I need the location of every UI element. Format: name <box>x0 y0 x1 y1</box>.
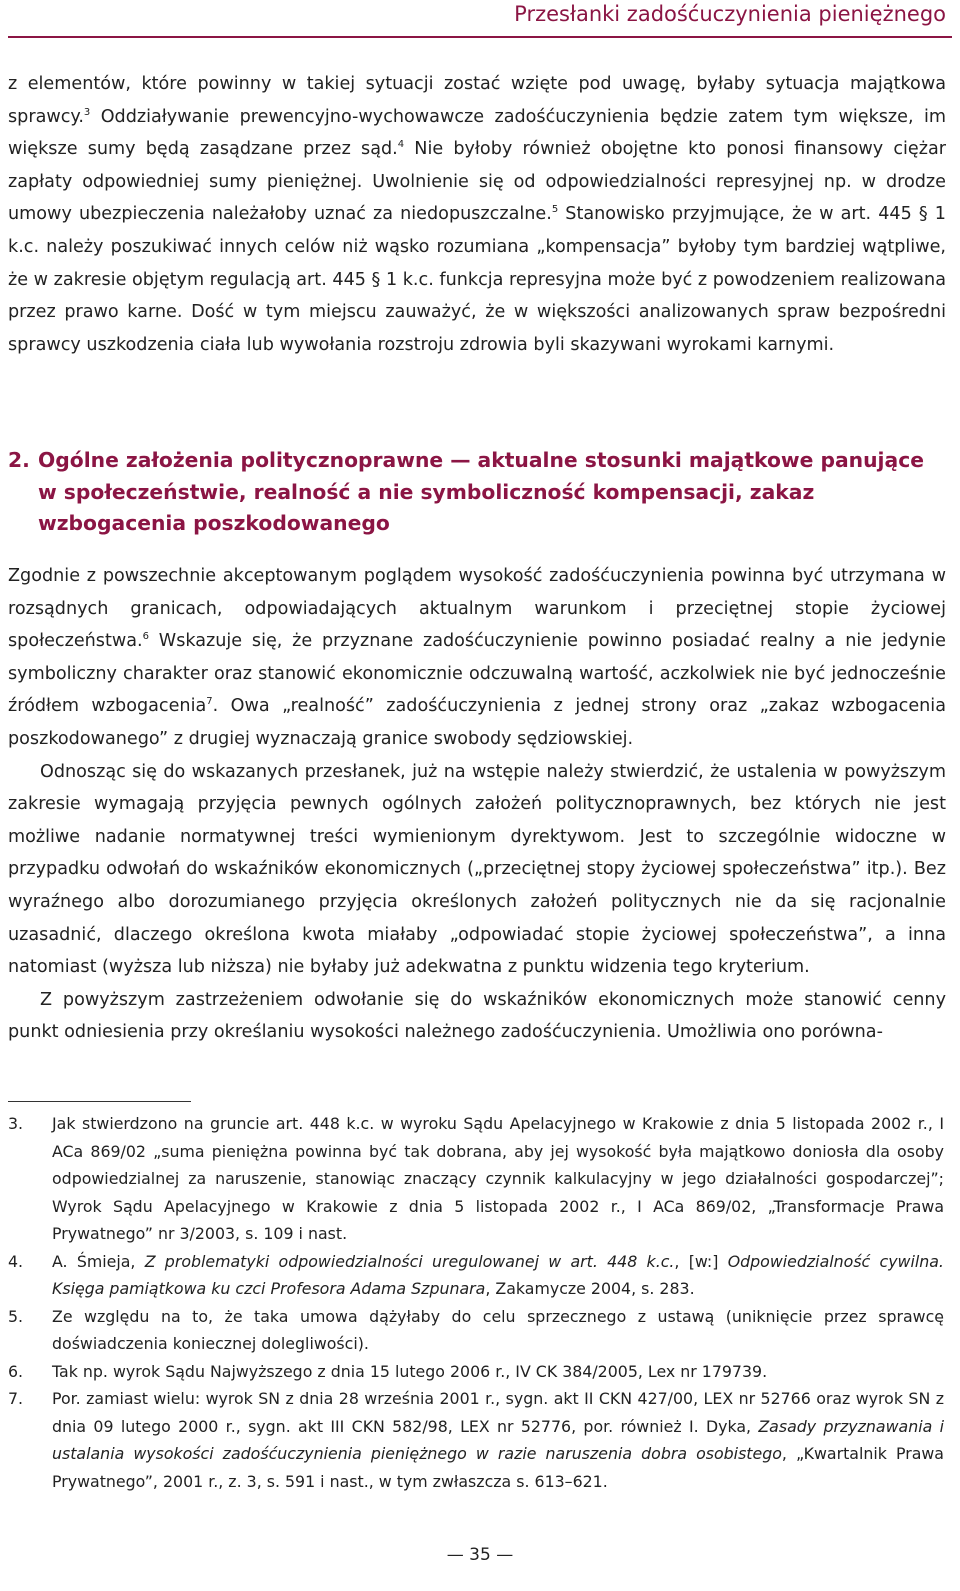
footnote-ref-4[interactable]: 4 <box>397 139 405 151</box>
footnote-6 <box>8 1358 944 1386</box>
footnote-plain: , [w:] <box>674 1251 728 1271</box>
paragraph-text: Zgodnie z powszechnie akceptowanym poglądem wysokość zadośćuczynienia powinna być utrzymana w rozsądnych granicach, odpowiadających aktualnym warunkom i przeciętnej stopie życiowej społeczeństwa. <box>8 566 946 652</box>
footnote-ref-3[interactable]: 3 <box>83 106 91 118</box>
footnote-italic-title: Zasady przyznawania i ustalania wysokości zadośćuczynienia pieniężnego w razie naruszenia dobra osobistego <box>52 1416 944 1463</box>
footnote-author: A. Śmieja, <box>52 1251 145 1271</box>
header-rule <box>8 36 952 38</box>
footnote-number: 7. <box>8 1389 24 1408</box>
footnote-plain: , Zakamycze 2004, s. 283. <box>485 1279 695 1298</box>
body-paragraph-3: Odnosząc się do wskazanych przesłanek, już na wstępie należy stwierdzić, że ustalenia w powyższym zakresie wymagają przyjęcia pewnych ogólnych założeń politycznoprawnych, bez których nie jest możliwe nadanie normatywnej treści wymienionym dyrektywom. Jest to szczególnie widoczne w przypadku odwołań do wskaźników ekonomicznych („przeciętnej stopy życiowej społeczeństwa” itp.). Bez wyraźnego albo dorozumianego przyjęcia określonych założeń politycznych nie da się racjonalnie uzasadnić, dlaczego określona kwota miałaby „odpowiadać stopie życiowej społeczeństwa”, a inna natomiast (wyższa lub niższa) nie byłaby już adekwatna z punktu widzenia tego kryterium. <box>8 761 946 978</box>
footnote-text: Jak stwierdzono na gruncie art. 448 k.c. w wyroku Sądu Apelacyjnego w Krakowie z dnia 5 listopada 2002 r., I ACa 869/02 „suma pieniężna powinna być tak dobrana, aby jej wysokość była majątkowo doniosła dla osoby odpowiedzialnej za naruszenie, stanowiąc znaczący czynnik kalkulacyjny w jego działalności gospodarczej”; Wyrok Sądu Apelacyjnego w Krakowie z dnia 5 listopada 2002 r., I ACa 869/02, „Transformacje Prawa Prywatnego” nr 3/2003, s. 109 i nast. <box>52 1114 944 1243</box>
paragraph-text: . Owa „realność” zadośćuczynienia z jednej strony oraz „zakaz wzbogacenia poszkodowanego” z drugiej wyznaczają granice swobody sędziowskiej. <box>8 696 946 749</box>
footnote-7 <box>8 1385 944 1495</box>
footnote-5 <box>8 1303 944 1358</box>
footnote-ref-5[interactable]: 5 <box>551 204 559 216</box>
page-number: — 35 — <box>446 1545 514 1565</box>
footnote-number: 5. <box>8 1306 24 1326</box>
paragraph-text: Wskazuje się, że przyznane zadośćuczynienie powinno posiadać realny a nie jedynie symboliczny charakter oraz stanowić ekonomicznie odczuwalną wartość, aczkolwiek nie być jednocześnie źródłem wzbogacenia <box>8 631 946 717</box>
running-header-title: Przesłanki zadośćuczynienia pieniężnego <box>514 2 946 26</box>
footnote-4 <box>8 1248 944 1303</box>
body-paragraph-1 <box>8 68 946 361</box>
footnote-number: 4. <box>8 1251 24 1271</box>
paragraph-text: z elementów, które powinny w takiej sytuacji zostać wzięte pod uwagę, byłaby sytuacja majątkowa sprawcy. <box>8 74 946 127</box>
paragraph-text: Stanowisko przyjmujące, że w art. 445 § 1 k.c. należy poszukiwać innych celów niż wąsko rozumiana „kompensacja” byłoby tym bardziej wątpliwe, że w zakresie objętym regulacją art. 445 § 1 k.c. funkcja represyjna może być z powodzeniem realizowana przez prawo karne. Dość w tym miejscu zauważyć, że w większości analizowanych spraw bezpośredni sprawcy uszkodzenia ciała lub wywołania rozstroju zdrowia byli skazywani wyrokami karnymi. <box>8 204 946 355</box>
section-number: 2. <box>8 448 30 472</box>
footnote-plain: , „Kwartalnik Prawa Prywatnego”, 2001 r., z. 3, s. 591 i nast., w tym zwłaszcza s. 613–621. <box>52 1444 944 1491</box>
footnote-plain: Por. zamiast wielu: wyrok SN z dnia 28 września 2001 r., sygn. akt II CKN 427/00, LEX nr 52766 oraz wyrok SN z dnia 09 lutego 2000 r., sygn. akt III CKN 582/98, LEX nr 52776, por. również I. Dyka, <box>52 1389 944 1436</box>
footnote-italic-title: Z problematyki odpowiedzialności uregulowanej w art. 448 k.c. <box>144 1251 675 1271</box>
footnote-text <box>52 1385 944 1495</box>
footnote-text: Tak np. wyrok Sądu Najwyższego z dnia 15 lutego 2006 r., IV CK 384/2005, Lex nr 179739. <box>52 1361 768 1381</box>
body-paragraph-4: Z powyższym zastrzeżeniem odwołanie się do wskaźników ekonomicznych może stanowić cenny punkt odniesienia przy określaniu wysokości należnego zadośćuczynienia. Umożliwia ono porówna- <box>8 989 946 1043</box>
footnote-text: Ze względu na to, że taka umowa dążyłaby do celu sprzecznego z ustawą (uniknięcie przez sprawcę doświadczenia koniecznej dolegliwości). <box>52 1306 944 1353</box>
section-title: Ogólne założenia politycznoprawne — aktualne stosunki majątkowe panujące w społeczeństwie, realność a nie symboliczność kompensacji, zakaz wzbogacenia poszkodowanego <box>38 448 924 536</box>
footnote-number: 3. <box>8 1114 24 1133</box>
footnote-ref-6[interactable]: 6 <box>142 631 150 643</box>
body-paragraph-2 <box>8 560 946 756</box>
footnote-3 <box>8 1110 944 1248</box>
footnote-number: 6. <box>8 1361 24 1381</box>
section-heading <box>8 445 940 540</box>
footnote-ref-7[interactable]: 7 <box>206 696 213 708</box>
footnote-text <box>52 1248 944 1303</box>
section-body <box>8 560 946 1049</box>
paragraph-text: Oddziaływanie prewencyjno-wychowawcze zadośćuczynienia będzie zatem tym większe, im większe sumy będą zasądzane przez sąd. <box>8 106 946 160</box>
footnotes <box>8 1110 944 1495</box>
paragraph-text: Nie byłoby również obojętne kto ponosi finansowy ciężar zapłaty odpowiedniej sumy pieniężnej. Uwolnienie się od odpowiedzialności represyjnej np. w drodze umowy ubezpieczenia należałoby uznać za niedopuszczalne. <box>8 139 946 225</box>
footnote-italic-book: Odpowiedzialność cywilna. Księga pamiątkowa ku czci Profesora Adama Szpunara <box>52 1251 944 1298</box>
footnote-separator <box>8 1101 191 1102</box>
